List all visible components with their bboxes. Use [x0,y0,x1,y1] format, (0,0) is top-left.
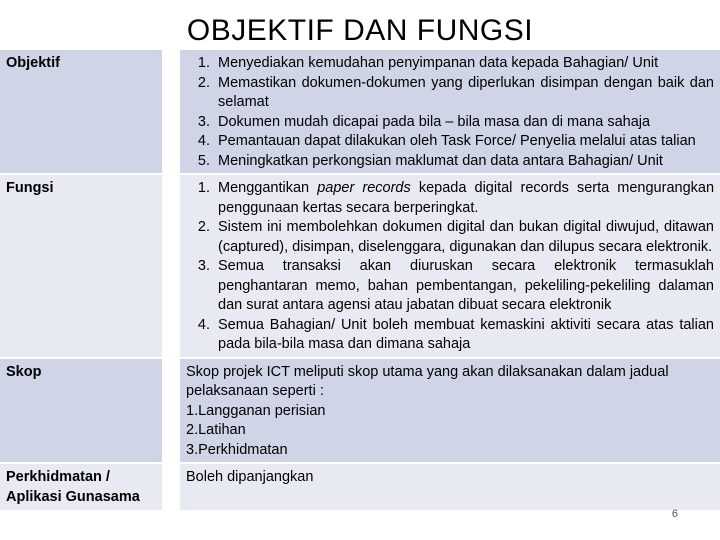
table-row-skop [0,358,720,464]
list-item: 4. Pemantauan dapat dilakukan oleh Task Force/ Penyelia melalui atas talian [214,132,714,152]
row-content-skop [180,358,720,464]
list-item: 2. Memastikan dokumen-dokumen yang diperlukan disimpan dengan baik dan selamat [214,74,714,113]
list-item: 3. Semua transaksi akan diuruskan secara elektronik termasuklah penghantaran memo, bahan pembentangan, pekeliling-pekeliling dalaman dan surat antara agensi atau jabatan dibuat secara elektronik [214,257,714,316]
column-divider [162,358,180,464]
fungsi-list [186,179,714,355]
row-label-objektif: Objektif [0,50,162,174]
skop-intro: Skop projek ICT meliputi skop utama yang akan dilaksanakan dalam jadual pelaksanaan seperti : [186,363,669,399]
list-item-text: Menggantikan [218,180,318,196]
table-row-fungsi [0,174,720,358]
label-line: Perkhidmatan / [6,469,110,485]
page-number: 6 [671,508,678,520]
row-content-fungsi [180,174,720,358]
list-item [214,179,714,218]
list-item: 1.Langganan perisian [186,402,326,419]
page-title: OBJEKTIF DAN FUNGSI [186,14,534,47]
column-divider [162,174,180,358]
row-label-skop: Skop [0,358,162,464]
table-row-perkhidmatan [0,463,720,511]
list-item: 1. Menyediakan kemudahan penyimpanan data kepada Bahagian/ Unit [214,54,714,74]
table-row-objektif [0,50,720,174]
list-item-text: kepada digital records serta mengurangkan penggunaan kertas secara berperingkat. [218,180,715,216]
column-divider [162,50,180,174]
row-label-fungsi: Fungsi [0,174,162,358]
label-line: Aplikasi Gunasama [6,488,140,505]
list-item: 2. Sistem ini membolehkan dokumen digital dan bukan digital diwujud, ditawan (captured), disimpan, diselenggara, digunakan dan dilupus secara elektronik. [214,218,714,257]
list-item: 3.Perkhidmatan [186,441,288,458]
list-item: 2.Latihan [186,422,246,438]
column-divider [162,463,180,511]
list-item: 3. Dokumen mudah dicapai pada bila – bila masa dan di mana sahaja [214,113,714,133]
content-table [0,50,720,512]
row-content-objektif [180,50,720,174]
list-item-emphasis: paper records [317,180,411,196]
objektif-list [186,54,714,171]
row-label-perkhidmatan [0,463,162,511]
list-item: 5. Meningkatkan perkongsian maklumat dan data antara Bahagian/ Unit [214,152,714,172]
list-item: 4. Semua Bahagian/ Unit boleh membuat kemaskini aktiviti secara atas talian pada bila-bila masa dan dimana sahaja [214,316,714,355]
row-content-perkhidmatan: Boleh dipanjangkan [180,463,720,511]
